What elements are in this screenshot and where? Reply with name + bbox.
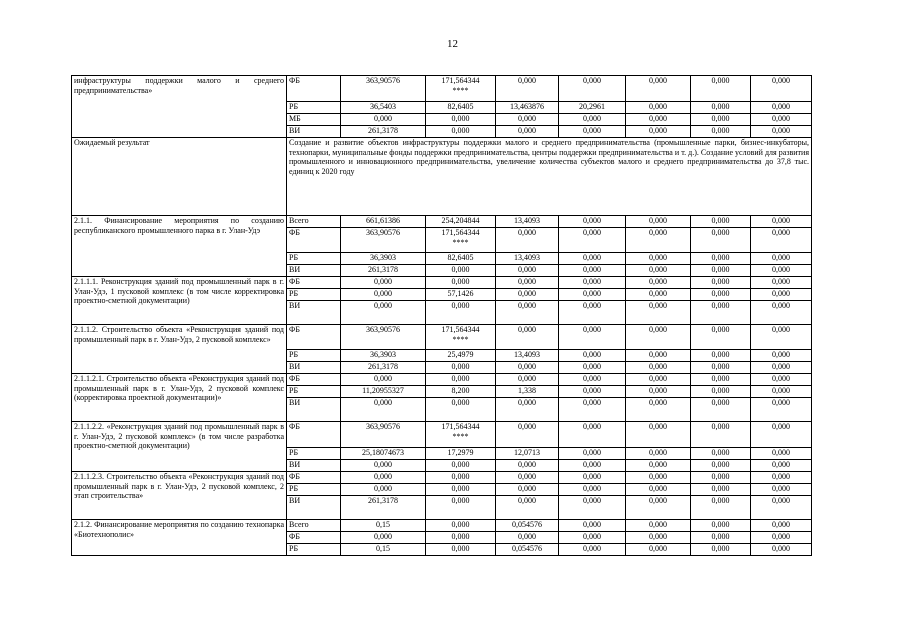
- value-cell: 0,000: [426, 374, 496, 386]
- value-cell: 0,000: [691, 448, 751, 460]
- table-body: [72, 76, 812, 556]
- funding-source-cell: РБ: [287, 253, 341, 265]
- table-row: [72, 422, 812, 448]
- value-cell: 0,000: [626, 386, 691, 398]
- value-cell: 0,000: [559, 520, 626, 532]
- value-cell: 0,000: [496, 484, 559, 496]
- funding-source-cell: Всего: [287, 520, 341, 532]
- value-cell: 0,000: [426, 362, 496, 374]
- value-cell: 171,564344 ****: [426, 76, 496, 102]
- value-cell: 0,000: [751, 472, 812, 484]
- value-cell: 0,000: [559, 544, 626, 556]
- value-cell: 363,90576: [341, 325, 426, 350]
- value-cell: 363,90576: [341, 422, 426, 448]
- value-cell: 0,000: [496, 76, 559, 102]
- value-cell: 0,000: [751, 102, 812, 114]
- value-cell: 0,000: [691, 350, 751, 362]
- value-cell: 0,000: [751, 544, 812, 556]
- value-cell: 0,000: [626, 544, 691, 556]
- value-cell: 13,463876: [496, 102, 559, 114]
- value-cell: 0,000: [559, 76, 626, 102]
- value-cell: 0,000: [751, 520, 812, 532]
- value-cell: 0,000: [496, 325, 559, 350]
- value-cell: 0,000: [691, 265, 751, 277]
- value-cell: 0,000: [626, 216, 691, 228]
- value-cell: 0,000: [691, 301, 751, 325]
- funding-source-cell: ФБ: [287, 76, 341, 102]
- table-row: [72, 76, 812, 102]
- value-cell: 0,000: [691, 544, 751, 556]
- value-cell: 0,000: [496, 265, 559, 277]
- value-cell: 0,000: [751, 422, 812, 448]
- value-cell: 0,000: [559, 289, 626, 301]
- value-cell: 0,000: [626, 265, 691, 277]
- value-cell: 13,4093: [496, 350, 559, 362]
- value-cell: 0,000: [691, 253, 751, 265]
- value-cell: 0,000: [691, 374, 751, 386]
- value-cell: 261,3178: [341, 265, 426, 277]
- value-cell: 171,564344 ****: [426, 325, 496, 350]
- funding-source-cell: РБ: [287, 350, 341, 362]
- value-cell: 0,000: [341, 398, 426, 422]
- value-cell: 0,000: [751, 289, 812, 301]
- value-cell: 0,000: [559, 374, 626, 386]
- funding-source-cell: ФБ: [287, 374, 341, 386]
- value-cell: 1,338: [496, 386, 559, 398]
- funding-source-cell: РБ: [287, 484, 341, 496]
- value-cell: 171,564344 ****: [426, 228, 496, 253]
- row-label-cell: инфраструктуры поддержки малого и среднего предпринимательства»: [72, 76, 287, 138]
- value-cell: 0,000: [559, 126, 626, 138]
- value-cell: 0,000: [751, 114, 812, 126]
- value-cell: 261,3178: [341, 362, 426, 374]
- value-cell: 0,000: [691, 277, 751, 289]
- value-cell: 0,000: [626, 126, 691, 138]
- funding-source-cell: ВИ: [287, 126, 341, 138]
- value-cell: 0,000: [426, 520, 496, 532]
- value-cell: 0,000: [496, 398, 559, 422]
- table-row: [72, 374, 812, 386]
- value-cell: 36,5403: [341, 102, 426, 114]
- value-cell: 0,000: [691, 289, 751, 301]
- value-cell: 17,2979: [426, 448, 496, 460]
- value-cell: 0,000: [751, 460, 812, 472]
- value-cell: 0,000: [626, 362, 691, 374]
- value-cell: 0,000: [559, 216, 626, 228]
- value-cell: 0,000: [341, 301, 426, 325]
- value-cell: 0,000: [341, 374, 426, 386]
- value-cell: 0,000: [426, 472, 496, 484]
- value-cell: 0,000: [626, 496, 691, 520]
- funding-source-cell: РБ: [287, 386, 341, 398]
- value-cell: 0,000: [691, 472, 751, 484]
- funding-source-cell: РБ: [287, 289, 341, 301]
- row-label-cell: 2.1.1.2. Строительство объекта «Реконструкция зданий под промышленный парк в г. Улан-Удэ, 2 пусковой комплекс»: [72, 325, 287, 374]
- value-cell: 0,054576: [496, 520, 559, 532]
- table-row: [72, 472, 812, 484]
- funding-source-cell: ВИ: [287, 460, 341, 472]
- value-cell: 0,15: [341, 544, 426, 556]
- value-cell: 0,000: [751, 277, 812, 289]
- value-cell: 0,000: [691, 460, 751, 472]
- value-cell: 261,3178: [341, 496, 426, 520]
- value-cell: 0,000: [496, 126, 559, 138]
- value-cell: 0,000: [626, 253, 691, 265]
- value-cell: 0,000: [626, 484, 691, 496]
- value-cell: 0,000: [626, 301, 691, 325]
- table-row: [72, 277, 812, 289]
- value-cell: 0,000: [751, 532, 812, 544]
- row-label-cell: 2.1.1.2.3. Строительство объекта «Реконструкция зданий под промышленный парк в г. Улан-Удэ, 2 пусковой комплекс, 2 этап строительства»: [72, 472, 287, 520]
- value-cell: 0,000: [691, 114, 751, 126]
- value-cell: 25,4979: [426, 350, 496, 362]
- funding-source-cell: РБ: [287, 544, 341, 556]
- value-cell: 254,204844: [426, 216, 496, 228]
- value-cell: 0,000: [559, 362, 626, 374]
- row-label-cell: Ожидаемый результат: [72, 138, 287, 216]
- value-cell: 0,000: [626, 460, 691, 472]
- value-cell: 25,18074673: [341, 448, 426, 460]
- value-cell: 0,000: [496, 422, 559, 448]
- value-cell: 0,000: [341, 532, 426, 544]
- funding-source-cell: РБ: [287, 102, 341, 114]
- value-cell: 0,000: [426, 126, 496, 138]
- value-cell: 0,000: [691, 102, 751, 114]
- value-cell: 0,000: [751, 76, 812, 102]
- value-cell: 363,90576: [341, 228, 426, 253]
- value-cell: 0,000: [426, 398, 496, 422]
- value-cell: 0,000: [751, 350, 812, 362]
- expected-result-text: Создание и развитие объектов инфраструктуры поддержки малого и среднего предпринимательства (промышленные парки, бизнес-инкубаторы, технопарки, муниципальные фонды поддержки предпринимательства, центры поддержки предпринимательства и т. д.). Создание условий для развития промышленного и инновационного предпринимательства, увеличение количества субъектов малого и среднего предпринимательства до 37,8 тыс. единиц к 2020 году: [287, 138, 812, 216]
- value-cell: 0,000: [626, 398, 691, 422]
- row-label-cell: 2.1.2. Финансирование мероприятия по созданию технопарка «Биотехнополис»: [72, 520, 287, 556]
- value-cell: 0,000: [559, 460, 626, 472]
- value-cell: 0,000: [751, 301, 812, 325]
- value-cell: 0,000: [426, 301, 496, 325]
- value-cell: 0,000: [559, 448, 626, 460]
- budget-table: [71, 75, 812, 556]
- value-cell: 0,000: [341, 277, 426, 289]
- value-cell: 0,000: [691, 216, 751, 228]
- funding-source-cell: ФБ: [287, 277, 341, 289]
- value-cell: 0,000: [426, 496, 496, 520]
- value-cell: 0,000: [626, 374, 691, 386]
- funding-source-cell: ВИ: [287, 301, 341, 325]
- value-cell: 0,000: [559, 532, 626, 544]
- value-cell: 0,000: [496, 301, 559, 325]
- value-cell: 0,000: [559, 350, 626, 362]
- value-cell: 0,000: [496, 277, 559, 289]
- value-cell: 36,3903: [341, 253, 426, 265]
- value-cell: 13,4093: [496, 216, 559, 228]
- funding-source-cell: МБ: [287, 114, 341, 126]
- funding-source-cell: РБ: [287, 448, 341, 460]
- value-cell: 0,000: [691, 422, 751, 448]
- value-cell: 0,000: [559, 277, 626, 289]
- funding-source-cell: ФБ: [287, 532, 341, 544]
- funding-source-cell: ВИ: [287, 496, 341, 520]
- value-cell: 0,000: [496, 496, 559, 520]
- value-cell: 0,000: [626, 422, 691, 448]
- value-cell: 0,000: [341, 289, 426, 301]
- funding-source-cell: ВИ: [287, 362, 341, 374]
- value-cell: 0,000: [691, 496, 751, 520]
- value-cell: 82,6405: [426, 102, 496, 114]
- value-cell: 0,000: [626, 277, 691, 289]
- value-cell: 0,000: [691, 484, 751, 496]
- value-cell: 57,1426: [426, 289, 496, 301]
- value-cell: 0,000: [751, 448, 812, 460]
- value-cell: 0,000: [626, 289, 691, 301]
- row-label-cell: 2.1.1.2.1. Строительство объекта «Реконструкция зданий под промышленный парк в г. Улан-Удэ, 2 пусковой комплекс (корректировка проектной документации)»: [72, 374, 287, 422]
- value-cell: 0,000: [751, 496, 812, 520]
- value-cell: 0,000: [751, 398, 812, 422]
- value-cell: 0,000: [751, 362, 812, 374]
- value-cell: 0,000: [559, 496, 626, 520]
- page-number: 12: [447, 38, 458, 50]
- value-cell: 13,4093: [496, 253, 559, 265]
- row-label-cell: 2.1.1.2.2. «Реконструкция зданий под промышленный парк в г. Улан-Удэ, 2 пусковой комплекс» (в том числе разработка проектно-сметной документации): [72, 422, 287, 472]
- value-cell: 0,000: [626, 532, 691, 544]
- table-row: [72, 325, 812, 350]
- value-cell: 0,000: [426, 114, 496, 126]
- value-cell: 0,000: [751, 216, 812, 228]
- funding-source-cell: ФБ: [287, 228, 341, 253]
- value-cell: 0,000: [751, 325, 812, 350]
- row-label-cell: 2.1.1.1. Реконструкция зданий под промышленный парк в г. Улан-Удэ, 1 пусковой комплекс (в том числе корректировка проектно-сметной документации): [72, 277, 287, 325]
- value-cell: 82,6405: [426, 253, 496, 265]
- value-cell: 0,15: [341, 520, 426, 532]
- value-cell: 261,3178: [341, 126, 426, 138]
- value-cell: 0,000: [691, 532, 751, 544]
- value-cell: 0,000: [496, 460, 559, 472]
- value-cell: 0,000: [691, 520, 751, 532]
- value-cell: 0,000: [559, 472, 626, 484]
- value-cell: 0,000: [626, 114, 691, 126]
- value-cell: 0,000: [626, 472, 691, 484]
- value-cell: 0,000: [626, 350, 691, 362]
- value-cell: 0,000: [691, 386, 751, 398]
- value-cell: 0,000: [426, 460, 496, 472]
- value-cell: 0,000: [426, 265, 496, 277]
- value-cell: 0,000: [751, 386, 812, 398]
- value-cell: 0,000: [559, 422, 626, 448]
- value-cell: 0,000: [751, 126, 812, 138]
- value-cell: 363,90576: [341, 76, 426, 102]
- value-cell: 0,000: [691, 76, 751, 102]
- value-cell: 0,000: [341, 472, 426, 484]
- value-cell: 0,000: [341, 114, 426, 126]
- funding-source-cell: ВИ: [287, 398, 341, 422]
- value-cell: 0,000: [559, 114, 626, 126]
- value-cell: 0,000: [496, 228, 559, 253]
- value-cell: 0,000: [751, 484, 812, 496]
- value-cell: 0,000: [751, 253, 812, 265]
- value-cell: 0,000: [691, 126, 751, 138]
- value-cell: 0,000: [426, 532, 496, 544]
- value-cell: 0,000: [691, 325, 751, 350]
- value-cell: 0,000: [496, 289, 559, 301]
- value-cell: 0,000: [559, 265, 626, 277]
- value-cell: 0,000: [496, 532, 559, 544]
- value-cell: 0,000: [496, 114, 559, 126]
- value-cell: 0,000: [751, 265, 812, 277]
- funding-source-cell: Всего: [287, 216, 341, 228]
- funding-source-cell: ФБ: [287, 472, 341, 484]
- value-cell: 0,000: [626, 76, 691, 102]
- value-cell: 8,200: [426, 386, 496, 398]
- value-cell: 0,000: [691, 398, 751, 422]
- value-cell: 661,61386: [341, 216, 426, 228]
- value-cell: 0,000: [426, 277, 496, 289]
- value-cell: 36,3903: [341, 350, 426, 362]
- value-cell: 0,000: [691, 362, 751, 374]
- value-cell: 0,000: [559, 325, 626, 350]
- value-cell: 0,000: [626, 448, 691, 460]
- value-cell: 0,000: [559, 484, 626, 496]
- funding-source-cell: ФБ: [287, 325, 341, 350]
- value-cell: 11,20955327: [341, 386, 426, 398]
- table-row: [72, 216, 812, 228]
- funding-source-cell: ВИ: [287, 265, 341, 277]
- value-cell: 0,000: [559, 253, 626, 265]
- value-cell: 0,000: [496, 472, 559, 484]
- value-cell: 0,000: [751, 228, 812, 253]
- value-cell: 0,000: [341, 460, 426, 472]
- value-cell: 0,000: [691, 228, 751, 253]
- value-cell: 0,000: [426, 484, 496, 496]
- value-cell: 0,000: [496, 374, 559, 386]
- value-cell: 0,000: [341, 484, 426, 496]
- value-cell: 0,054576: [496, 544, 559, 556]
- value-cell: 0,000: [426, 544, 496, 556]
- value-cell: 0,000: [559, 398, 626, 422]
- value-cell: 0,000: [626, 102, 691, 114]
- funding-source-cell: ФБ: [287, 422, 341, 448]
- value-cell: 0,000: [559, 228, 626, 253]
- value-cell: 20,2961: [559, 102, 626, 114]
- table-row: [72, 520, 812, 532]
- value-cell: 0,000: [496, 362, 559, 374]
- value-cell: 0,000: [626, 325, 691, 350]
- value-cell: 0,000: [559, 386, 626, 398]
- value-cell: 0,000: [751, 374, 812, 386]
- table-row: [72, 138, 812, 216]
- value-cell: 0,000: [559, 301, 626, 325]
- value-cell: 171,564344 ****: [426, 422, 496, 448]
- value-cell: 12,0713: [496, 448, 559, 460]
- row-label-cell: 2.1.1. Финансирование мероприятия по созданию республиканского промышленного парка в г. Улан-Удэ: [72, 216, 287, 277]
- value-cell: 0,000: [626, 520, 691, 532]
- value-cell: 0,000: [626, 228, 691, 253]
